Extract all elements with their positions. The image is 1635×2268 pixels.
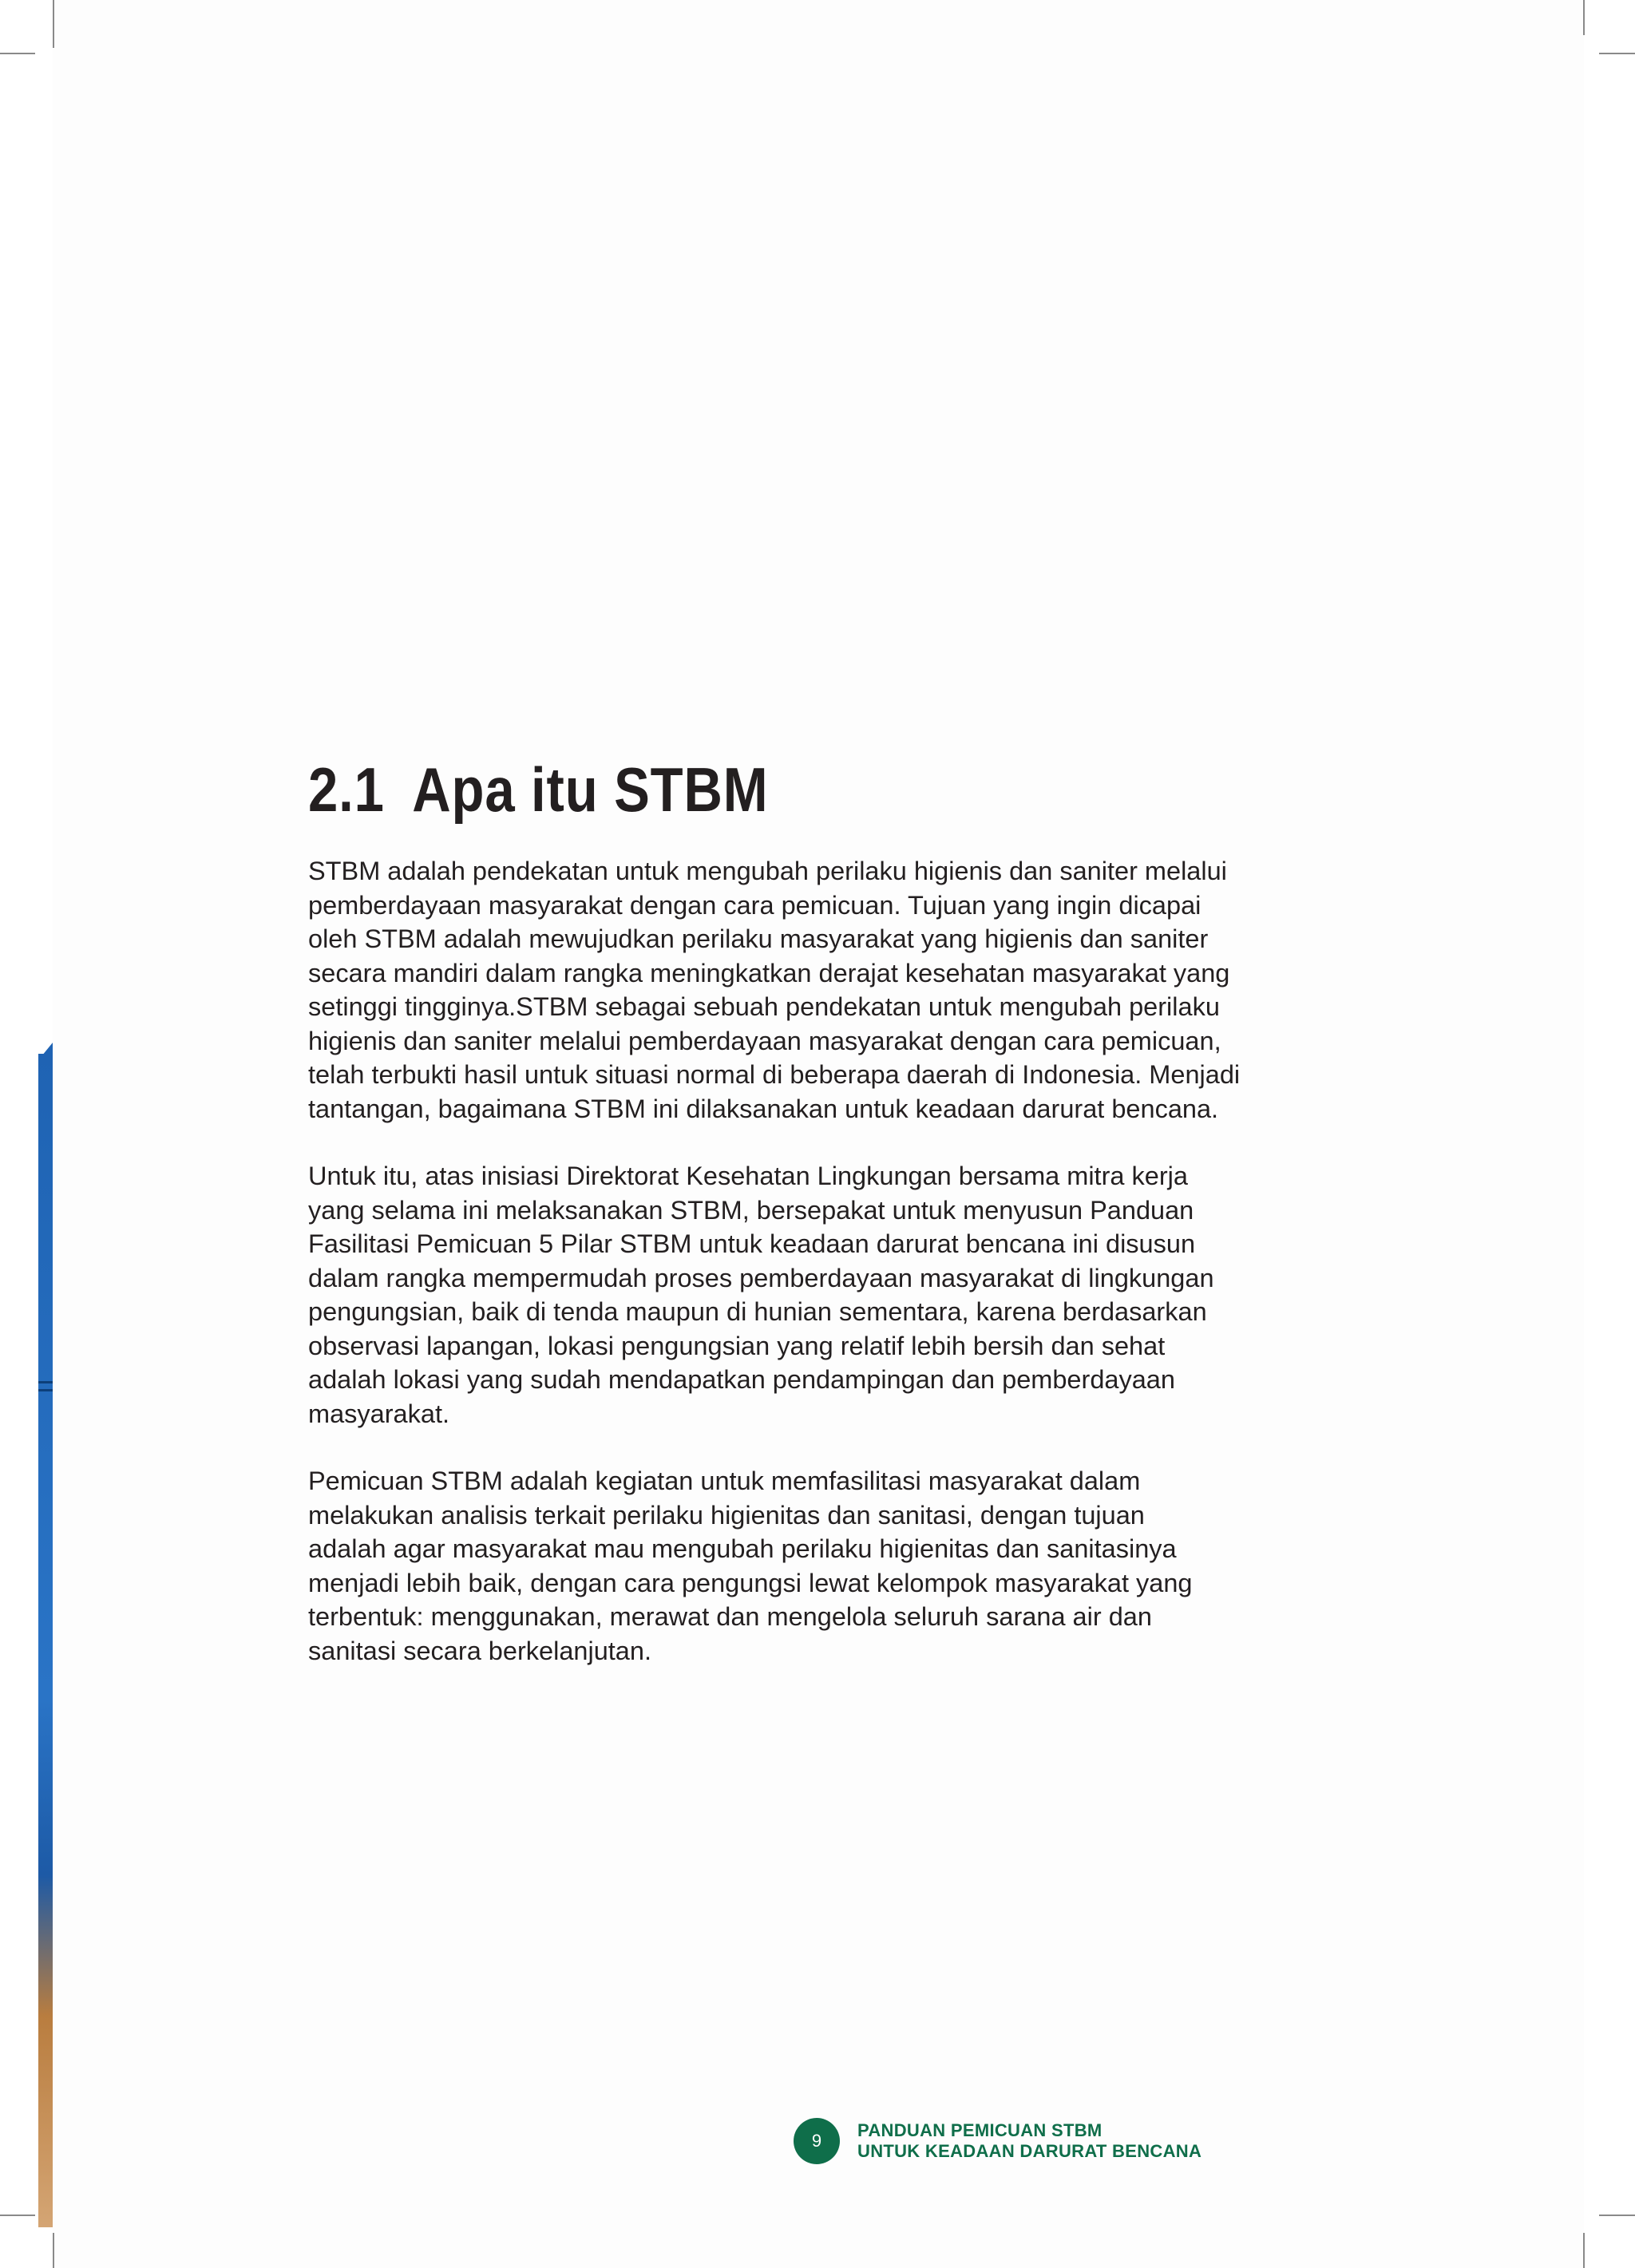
crop-mark-top-right-vertical (1583, 0, 1585, 35)
text-line: Fasilitasi Pemicuan 5 Pilar STBM untuk keadaan darurat bencana ini disusun (308, 1229, 1196, 1258)
section-title (308, 754, 1201, 825)
text-line: pemberdayaan masyarakat dengan cara pemicuan. Tujuan yang ingin dicapai (308, 890, 1202, 920)
text-line: melakukan analisis terkait perilaku higienitas dan sanitasi, dengan tujuan (308, 1500, 1145, 1530)
text-line: Pemicuan STBM adalah kegiatan untuk memfasilitasi masyarakat dalam (308, 1466, 1141, 1495)
paragraph-1 (308, 854, 1346, 1126)
page-number-badge: 9 (794, 2118, 840, 2164)
text-line: adalah lokasi yang sudah mendapatkan pendampingan dan pemberdayaan (308, 1365, 1175, 1394)
paragraph-2 (308, 1159, 1346, 1431)
text-line: adalah agar masyarakat mau mengubah perilaku higienitas dan sanitasinya (308, 1534, 1177, 1563)
text-line: oleh STBM adalah mewujudkan perilaku masyarakat yang higienis dan saniter (308, 924, 1209, 953)
crop-mark-bottom-right-horizontal (1599, 2215, 1635, 2216)
footer-title-line-1: PANDUAN PEMICUAN STBM (857, 2120, 1103, 2140)
main-content (308, 754, 1346, 1701)
crop-mark-bottom-left-vertical (53, 2233, 54, 2268)
text-line: higienis dan saniter melalui pemberdayaan masyarakat dengan cara pemicuan, (308, 1026, 1221, 1055)
text-line: observasi lapangan, lokasi pengungsian yang relatif lebih bersih dan sehat (308, 1331, 1166, 1360)
text-line: telah terbukti hasil untuk situasi normal di beberapa daerah di Indonesia. Menjadi (308, 1060, 1241, 1089)
footer-title (857, 2120, 1202, 2162)
text-line: tantangan, bagaimana STBM ini dilaksanakan untuk keadaan darurat bencana. (308, 1094, 1219, 1123)
section-title-text: Apa itu STBM (412, 754, 769, 825)
edge-strip-mark (38, 1389, 53, 1391)
crop-mark-top-right-horizontal (1599, 53, 1635, 54)
crop-mark-top-left-horizontal (0, 53, 35, 54)
text-line: STBM adalah pendekatan untuk mengubah perilaku higienis dan saniter melalui (308, 857, 1227, 885)
text-line: sanitasi secara berkelanjutan. (308, 1636, 651, 1665)
edge-strip-mark (38, 1381, 53, 1383)
body-text (308, 854, 1346, 1668)
text-line: Untuk itu, atas inisiasi Direktorat Kesehatan Lingkungan bersama mitra kerja (308, 1162, 1188, 1190)
page-footer (794, 2118, 1202, 2164)
text-line: setinggi tingginya.STBM sebagai sebuah pendekatan untuk mengubah perilaku (308, 992, 1220, 1021)
text-line: menjadi lebih baik, dengan cara pengungsi lewat kelompok masyarakat yang (308, 1568, 1193, 1597)
paragraph-3 (308, 1464, 1346, 1668)
edge-strip (38, 1054, 53, 2227)
crop-mark-bottom-right-vertical (1583, 2233, 1585, 2268)
text-line: terbentuk: menggunakan, merawat dan mengelola seluruh sarana air dan (308, 1602, 1152, 1631)
text-line: secara mandiri dalam rangka meningkatkan derajat kesehatan masyarakat yang (308, 958, 1230, 988)
text-line: yang selama ini melaksanakan STBM, bersepakat untuk menyusun Panduan (308, 1195, 1194, 1225)
section-number: 2.1 (308, 754, 385, 825)
text-line: pengungsian, baik di tenda maupun di hunian sementara, karena berdasarkan (308, 1297, 1207, 1326)
text-line: dalam rangka mempermudah proses pemberdayaan masyarakat di lingkungan (308, 1263, 1214, 1292)
crop-mark-bottom-left-horizontal (0, 2215, 35, 2216)
crop-mark-top-left-vertical (53, 0, 54, 48)
text-line: masyarakat. (308, 1399, 450, 1428)
footer-title-line-2: UNTUK KEADAAN DARURAT BENCANA (857, 2141, 1202, 2161)
